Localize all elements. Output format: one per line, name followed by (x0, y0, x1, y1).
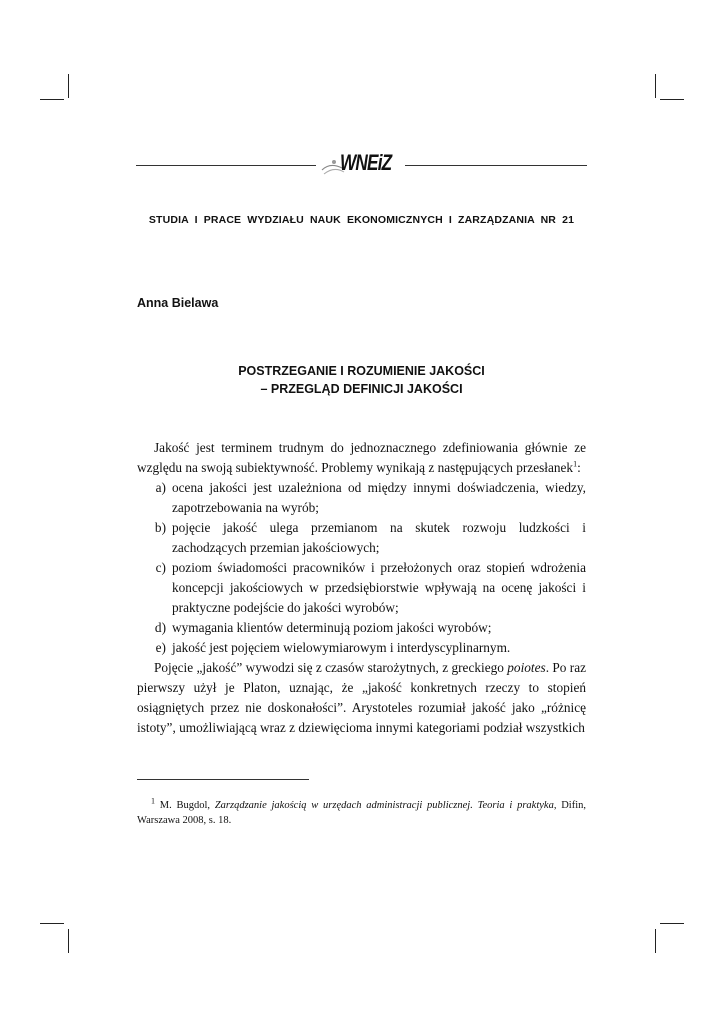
list-label: b) (154, 520, 166, 535)
crop-mark (655, 74, 656, 98)
crop-mark (68, 74, 69, 98)
list-text: wymagania klientów determinują poziom jakości wyrobów; (172, 620, 492, 635)
footnote-author: M. Bugdol, (159, 800, 215, 811)
title-line-1: POSTRZEGANIE I ROZUMIENIE JAKOŚCI (238, 364, 485, 378)
crop-mark (660, 99, 684, 100)
intro-paragraph (137, 438, 586, 478)
footnote-rule (137, 779, 309, 780)
list-label: d) (154, 620, 166, 635)
para2-italic: poiotes (507, 660, 546, 675)
list-item (137, 518, 586, 558)
footnote (137, 798, 586, 828)
list-item (137, 618, 586, 638)
list-text: poziom świadomości pracowników i przełożonych oraz stopień wdrożenia koncepcji jakościowych w przedsiębiorstwie wpływają na ocenę jakości i praktyczne podejście do jakości wyrobów; (172, 560, 586, 615)
crop-mark (68, 929, 69, 953)
list-label: e) (155, 640, 166, 655)
list-item (137, 478, 586, 518)
list-label: a) (155, 480, 166, 495)
crop-mark (40, 923, 64, 924)
article-title (136, 362, 587, 398)
masthead (136, 140, 587, 180)
header-rule-left (136, 165, 316, 166)
title-line-2: – PRZEGLĄD DEFINICJI JAKOŚCI (260, 382, 463, 396)
header-rule-right (405, 165, 587, 166)
list-item (137, 638, 586, 658)
list-text: ocena jakości jest uzależniona od między innymi doświadczenia, wiedzy, zapotrzebowania na wyrób; (172, 480, 586, 515)
series-title: STUDIA I PRACE WYDZIAŁU NAUK EKONOMICZNYCH I ZARZĄDZANIA NR 21 (148, 214, 575, 226)
logo-text: WNEiZ (340, 150, 392, 175)
footnote-title: Zarządzanie jakością w urzędach administracji publicznej. Teoria i praktyka (214, 800, 554, 811)
article-body (137, 438, 586, 738)
intro-end: : (577, 460, 581, 475)
list-item (137, 558, 586, 618)
crop-mark (40, 99, 64, 100)
crop-mark (655, 929, 656, 953)
crop-mark (660, 923, 684, 924)
second-paragraph (137, 658, 586, 738)
footnote-ref: 1 (573, 459, 578, 469)
footnote-number: 1 (151, 796, 155, 806)
list-text: jakość jest pojęciem wielowymiarowym i interdyscyplinarnym. (172, 640, 511, 655)
list-label: c) (155, 560, 166, 575)
intro-text: Jakość jest terminem trudnym do jednoznacznego zdefiniowania głównie ze względu na swoją subiektywność. Problemy wynikają z następujących przesłanek (137, 440, 586, 475)
para2-text: Pojęcie „jakość” wywodzi się z czasów starożytnych, z greckiego (154, 660, 508, 675)
list-text: pojęcie jakość ulega przemianom na skutek rozwoju ludzkości i zachodzących przemian jakościowych; (172, 520, 586, 555)
footnote-rest: , Difin, Warszawa 2008, s. 18. (137, 800, 587, 826)
author-name: Anna Bielawa (137, 296, 219, 310)
faculty-logo (320, 150, 404, 178)
para2-text-end: . Po raz pierwszy użył je Platon, uznając, że „jakość konkretnych rzeczy to stopień osiągniętych przez nie doskonałości”. Arystoteles rozumiał jakość jako „różnicę istoty”, umożliwiającą wraz z dziewięcioma innymi kategoriami podział wszystkich (137, 660, 587, 735)
